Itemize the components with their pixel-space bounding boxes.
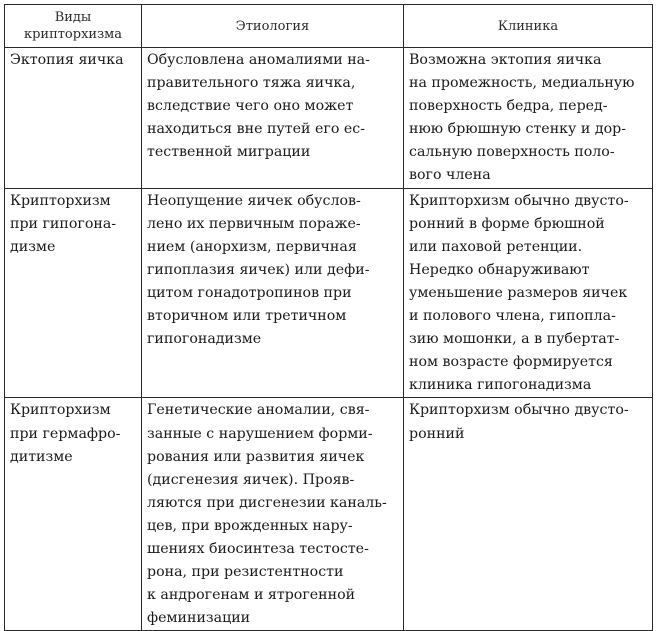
text-line: цитом гонадотропинов при [147,284,352,301]
text-line: Крипторхизм [10,402,111,419]
header-type-line: Виды [54,10,92,25]
text-line: к андрогенам и ятрогенной [147,587,356,604]
text-line: тественной миграции [147,144,311,161]
table-header-row [5,5,653,48]
text-line: гипогонадизме [147,331,262,348]
text-line: вого члена [409,167,491,184]
cell-clinic [404,398,653,631]
text-line: гипоплазия яичек) или дефи- [147,261,370,278]
text-line: Крипторхизм обычно двусто- [409,402,629,419]
text-line: и полового члена, гипопла- [409,308,616,325]
text-line: Нередко обнаруживают [409,261,590,278]
cryptorchidism-table [4,4,653,631]
text-line: (дисгенезия яичек). Прояв- [147,471,355,488]
text-line: при гипогона- [10,215,117,232]
table-row [5,188,653,398]
text-line: уменьшение размеров яичек [409,284,628,301]
table-row [5,398,653,631]
text-line: занные с нарушением форми- [147,425,373,442]
cell-etiology [142,398,404,631]
text-line: зию мошонки, а в пубертат- [409,331,620,348]
cell-etiology [142,188,404,398]
text-line: Эктопия яичка [10,52,124,68]
text-line: лено их первичным пораже- [147,215,361,232]
text-line: ронний в форме брюшной [409,215,605,232]
text-line: Обусловлена аномалиями на- [147,52,370,68]
cell-type [5,48,142,189]
table-row [5,48,653,189]
text-line: ном возрасте формируется [409,354,613,371]
text-line: Возможна эктопия яичка [409,52,602,68]
text-line: клиника гипогонадизма [409,377,592,394]
text-line: феминизации [147,610,251,627]
cell-etiology [142,48,404,189]
text-line: дитизме [10,448,73,465]
text-line: Неопущение яичек обуслов- [147,192,361,209]
text-line: шениях биосинтеза тестосте- [147,540,369,557]
text-line: находиться вне путей его ес- [147,121,366,138]
text-line: нием (анорхизм, первичная [147,238,357,255]
header-clinic: Клиника [404,5,653,48]
text-line: рона, при резистентности [147,564,344,581]
text-line: вследствие чего оно может [147,98,354,115]
text-line: ронний [409,425,465,442]
cell-clinic [404,188,653,398]
cell-clinic [404,48,653,189]
text-line: на промежность, медиальную [409,75,635,92]
cell-type [5,398,142,631]
text-line: дизме [10,238,56,255]
header-type-line: крипторхизма [23,27,123,42]
text-line: Крипторхизм обычно двусто- [409,192,629,209]
text-line: нюю брюшную стенку и дор- [409,121,626,138]
text-line: правительного тяжа яичка, [147,75,356,92]
text-line: или паховой ретенции. [409,238,583,255]
cell-type [5,188,142,398]
header-etiology: Этиология [142,5,404,48]
text-line: Крипторхизм [10,192,111,209]
text-line: Генетические аномалии, свя- [147,402,370,419]
text-line: рования или развития яичек [147,448,365,465]
text-line: при гермафро- [10,425,121,442]
text-line: поверхность бедра, перед- [409,98,608,115]
header-type [5,5,142,48]
text-line: сальную поверхность поло- [409,144,615,161]
text-line: ляются при дисгенезии каналь- [147,494,387,511]
text-line: вторичном или третичном [147,308,347,325]
text-line: цев, при врожденных нару- [147,517,353,534]
